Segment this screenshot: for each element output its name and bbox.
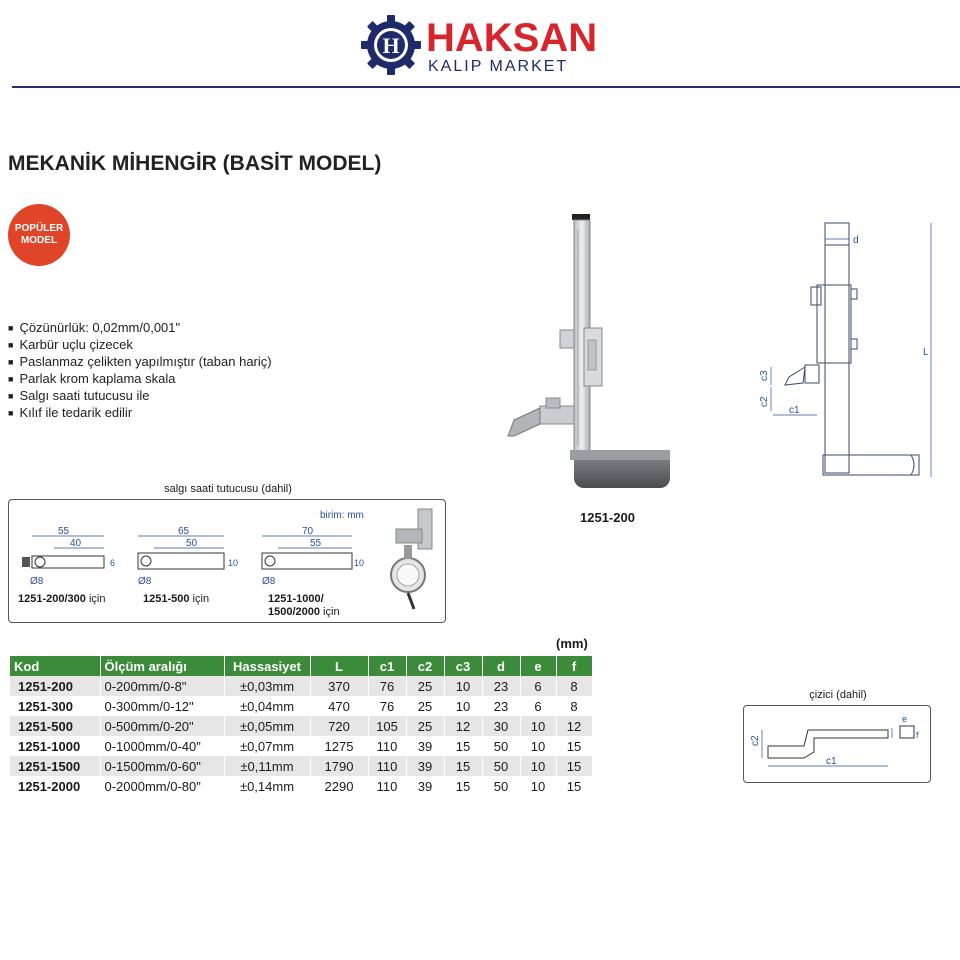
holder-2-diameter: Ø8 xyxy=(138,576,152,587)
dim-L: L xyxy=(923,347,929,358)
table-cell: 25 xyxy=(406,676,444,696)
header-divider xyxy=(12,86,960,88)
holder-1-diameter: Ø8 xyxy=(30,576,44,587)
holder-2-code: 1251-500 xyxy=(143,593,190,605)
header-cell: f xyxy=(556,656,592,676)
feature-item: ■ Karbür uçlu çizecek xyxy=(8,337,272,354)
brand-name: HAKSAN xyxy=(426,16,598,60)
feature-item: ■ Kılıf ile tedarik edilir xyxy=(8,405,272,422)
table-cell: 10 xyxy=(520,716,556,736)
table-cell: 110 xyxy=(368,736,406,756)
header-cell: e xyxy=(520,656,556,676)
table-cell: 25 xyxy=(406,696,444,716)
table-cell: 1251-1500 xyxy=(10,756,100,776)
header-cell: Ölçüm aralığı xyxy=(100,656,224,676)
holder-2-label xyxy=(143,593,209,606)
dim-c1: c1 xyxy=(789,405,800,416)
feature-item: ■ Çözünürlük: 0,02mm/0,001" xyxy=(8,320,272,337)
table-row xyxy=(10,756,592,776)
holder-3-diameter: Ø8 xyxy=(262,576,276,587)
table-cell: 23 xyxy=(482,696,520,716)
table-cell: 6 xyxy=(520,676,556,696)
table-cell: 105 xyxy=(368,716,406,736)
holder-3-height: 10 xyxy=(354,558,365,568)
header-cell: Kod xyxy=(10,656,100,676)
brand-logo xyxy=(360,14,600,78)
table-cell: 1251-500 xyxy=(10,716,100,736)
height-gauge-photo xyxy=(500,210,680,495)
table-cell: 15 xyxy=(556,756,592,776)
holder-3-dim-outer: 70 xyxy=(302,526,314,537)
holder-3-code: 1251-1000/ xyxy=(268,593,324,605)
popular-badge xyxy=(8,204,70,266)
table-cell: 370 xyxy=(310,676,368,696)
table-cell: 15 xyxy=(556,776,592,796)
table-cell: 25 xyxy=(406,716,444,736)
table-cell: 10 xyxy=(444,676,482,696)
holder-2-suffix: için xyxy=(189,593,210,605)
table-cell: 39 xyxy=(406,756,444,776)
header-cell: d xyxy=(482,656,520,676)
table-cell: 1251-2000 xyxy=(10,776,100,796)
table-cell: 8 xyxy=(556,676,592,696)
table-cell: 0-500mm/0-20" xyxy=(100,716,224,736)
logo-letter: H xyxy=(382,33,400,58)
header-cell: Hassasiyet xyxy=(224,656,310,676)
table-cell: 10 xyxy=(520,736,556,756)
product-caption: 1251-200 xyxy=(580,510,635,525)
table-cell: 76 xyxy=(368,676,406,696)
table-cell: 110 xyxy=(368,756,406,776)
scriber-c1: c1 xyxy=(826,756,837,767)
holder-1-height: 6 xyxy=(110,558,116,568)
table-row xyxy=(10,676,592,696)
spec-table xyxy=(10,656,593,796)
dial-holder-photo xyxy=(384,505,440,617)
feature-item: ■ Parlak krom kaplama skala xyxy=(8,371,272,388)
holder-1-dim-inner: 40 xyxy=(70,538,82,549)
table-cell: 470 xyxy=(310,696,368,716)
holder-2-dim-inner: 50 xyxy=(186,538,198,549)
gear-logo-icon xyxy=(360,14,422,76)
scriber-title: çizici (dahil) xyxy=(809,689,867,701)
table-cell: ±0,11mm xyxy=(224,756,310,776)
table-cell: 10 xyxy=(520,776,556,796)
table-cell: 8 xyxy=(556,696,592,716)
dim-d: d xyxy=(853,235,859,246)
table-cell: 50 xyxy=(482,736,520,756)
header-cell: c3 xyxy=(444,656,482,676)
table-cell: ±0,07mm xyxy=(224,736,310,756)
table-cell: 1251-1000 xyxy=(10,736,100,756)
table-cell: 2290 xyxy=(310,776,368,796)
header-cell: c1 xyxy=(368,656,406,676)
table-row xyxy=(10,776,592,796)
scriber-drawing xyxy=(748,712,928,778)
table-cell: 12 xyxy=(556,716,592,736)
table-cell: 15 xyxy=(444,776,482,796)
table-cell: ±0,05mm xyxy=(224,716,310,736)
brand-tagline: KALIP MARKET xyxy=(428,58,569,75)
table-cell: 15 xyxy=(444,736,482,756)
table-cell: 39 xyxy=(406,776,444,796)
table-header-row xyxy=(10,656,592,676)
feature-item: ■ Paslanmaz çelikten yapılmıştır (taban hariç) xyxy=(8,354,272,371)
holder-3-suffix: için xyxy=(320,606,340,618)
table-cell: 1251-300 xyxy=(10,696,100,716)
feature-list xyxy=(8,320,272,422)
holder-3-label xyxy=(268,593,340,619)
badge-line2: MODEL xyxy=(20,235,58,246)
badge-line1: POPÜLER xyxy=(14,223,64,234)
holder-2-dim-outer: 65 xyxy=(178,526,190,537)
table-cell: ±0,04mm xyxy=(224,696,310,716)
holder-2-height: 10 xyxy=(228,558,239,568)
header-cell: L xyxy=(310,656,368,676)
table-row xyxy=(10,696,592,716)
page-title: MEKANİK MİHENGİR (BASİT MODEL) xyxy=(8,152,382,175)
table-cell: 15 xyxy=(556,736,592,756)
scriber-e: e xyxy=(902,714,908,724)
holder-1-code: 1251-200/300 xyxy=(18,593,86,605)
holder-drawing-3 xyxy=(252,526,372,588)
table-cell: 10 xyxy=(444,696,482,716)
table-cell: 23 xyxy=(482,676,520,696)
table-cell: 76 xyxy=(368,696,406,716)
holder-3-dim-inner: 55 xyxy=(310,538,322,549)
table-cell: 50 xyxy=(482,756,520,776)
table-cell: 1275 xyxy=(310,736,368,756)
table-row xyxy=(10,736,592,756)
table-cell: 0-200mm/0-8" xyxy=(100,676,224,696)
holder-title: salgı saati tutucusu (dahil) xyxy=(164,483,292,495)
table-cell: 1251-200 xyxy=(10,676,100,696)
table-cell: 0-1000mm/0-40" xyxy=(100,736,224,756)
table-cell: 6 xyxy=(520,696,556,716)
table-cell: ±0,14mm xyxy=(224,776,310,796)
table-row xyxy=(10,716,592,736)
header-cell: c2 xyxy=(406,656,444,676)
holder-3-code2: 1500/2000 xyxy=(268,606,320,618)
dim-c2: c2 xyxy=(759,396,770,407)
table-cell: 110 xyxy=(368,776,406,796)
table-cell: 39 xyxy=(406,736,444,756)
table-cell: 50 xyxy=(482,776,520,796)
table-cell: ±0,03mm xyxy=(224,676,310,696)
table-cell: 12 xyxy=(444,716,482,736)
dim-c3: c3 xyxy=(759,370,770,381)
table-cell: 0-300mm/0-12" xyxy=(100,696,224,716)
technical-drawing xyxy=(745,215,945,490)
table-cell: 0-2000mm/0-80" xyxy=(100,776,224,796)
holder-1-label xyxy=(18,593,105,606)
table-unit: (mm) xyxy=(556,636,588,651)
table-cell: 0-1500mm/0-60" xyxy=(100,756,224,776)
scriber-c2: c2 xyxy=(750,735,761,746)
scriber-f: f xyxy=(916,730,919,740)
table-cell: 10 xyxy=(520,756,556,776)
table-cell: 720 xyxy=(310,716,368,736)
table-cell: 30 xyxy=(482,716,520,736)
table-cell: 15 xyxy=(444,756,482,776)
table-cell: 1790 xyxy=(310,756,368,776)
holder-unit-note: birim: mm xyxy=(320,510,364,521)
feature-item: ■ Salgı saati tutucusu ile xyxy=(8,388,272,405)
holder-drawing-1 xyxy=(18,526,118,588)
holder-1-dim-outer: 55 xyxy=(58,526,70,537)
holder-drawing-2 xyxy=(128,526,248,588)
holder-1-suffix: için xyxy=(85,593,106,605)
